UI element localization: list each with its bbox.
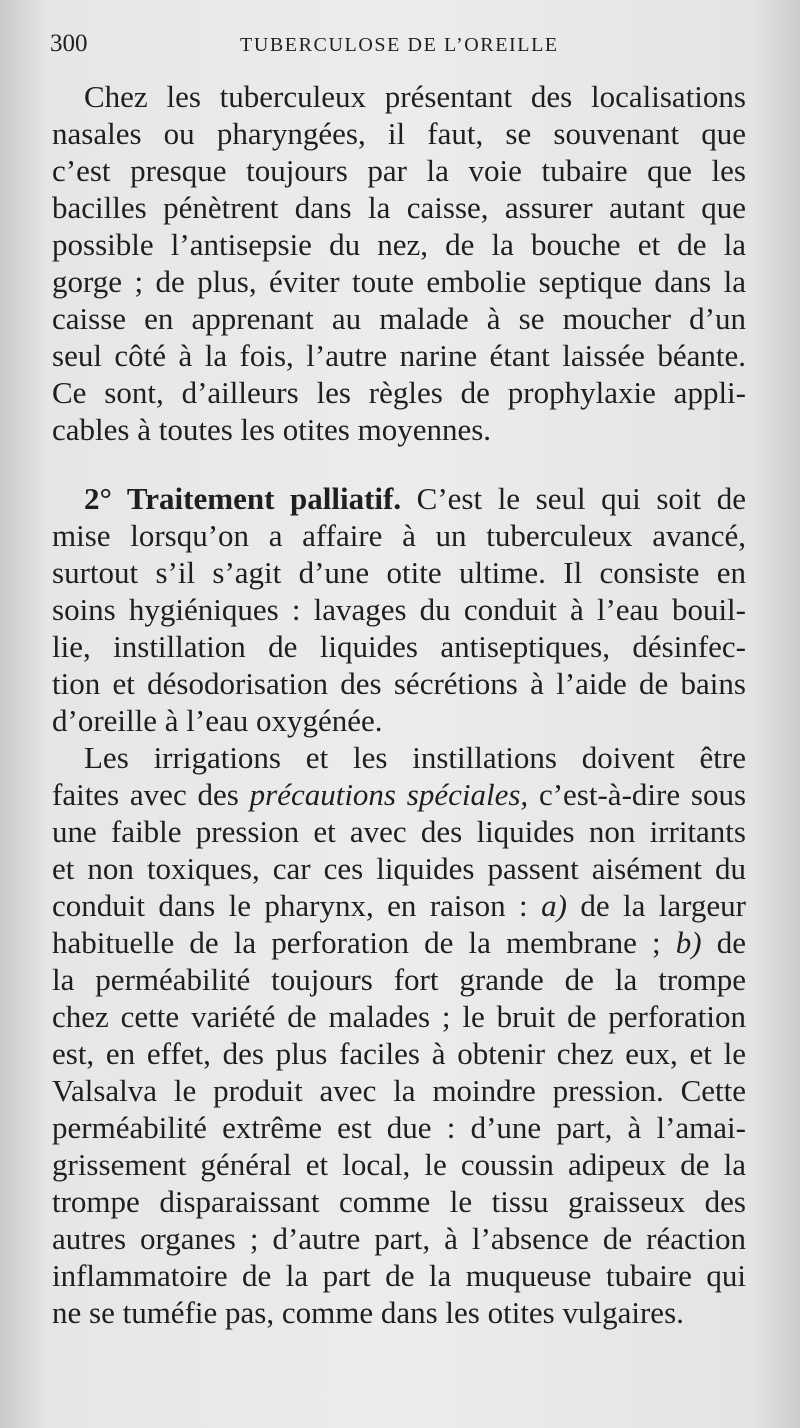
text-line	[52, 924, 746, 961]
text-line: caisse en apprenant au malade à se moucher d’un	[52, 301, 746, 336]
text-line: autres organes ; d’autre part, à l’absence de réaction	[52, 1221, 746, 1256]
section-heading: 2° Traitement palliatif.	[84, 481, 402, 516]
text-line: perméabilité extrême est due : d’une part, à l’amai-	[52, 1110, 746, 1145]
text-line: trompe disparaissant comme le tissu graisseux des	[52, 1184, 746, 1219]
text-line	[52, 887, 746, 924]
text-line: bacilles pénètrent dans la caisse, assurer autant que	[52, 190, 746, 225]
page-number: 300	[50, 30, 88, 57]
text-line: Les irrigations et les instillations doivent être	[84, 740, 746, 775]
text-line	[52, 480, 746, 517]
text-line: ne se tuméfie pas, comme dans les otites vulgaires.	[52, 1295, 684, 1330]
text-line: mise lorsqu’on a affaire à un tuberculeux avancé,	[52, 518, 746, 553]
paragraph-gap	[52, 448, 746, 480]
text-run: faites avec des	[52, 777, 239, 812]
text-line: d’oreille à l’eau oxygénée.	[52, 703, 383, 738]
text-line: grissement général et local, le coussin adipeux de la	[52, 1147, 746, 1182]
page-header	[50, 30, 750, 66]
text-line: la perméabilité toujours fort grande de la trompe	[52, 962, 746, 997]
running-title: TUBERCULOSE DE L’OREILLE	[240, 34, 559, 56]
italic-run: a)	[541, 888, 567, 923]
text-run: c’est-à-dire sous	[538, 777, 747, 812]
text-line	[52, 776, 746, 813]
text-line: est, en effet, des plus faciles à obtenir chez eux, et le	[52, 1036, 746, 1071]
text-line: surtout s’il s’agit d’une otite ultime. Il consiste en	[52, 555, 746, 590]
text-line: inflammatoire de la part de la muqueuse tubaire qui	[52, 1258, 746, 1293]
text-line: Chez les tuberculeux présentant des localisations	[84, 79, 746, 114]
text-line: cables à toutes les otites moyennes.	[52, 412, 492, 447]
text-line: c’est presque toujours par la voie tubaire que les	[52, 153, 746, 188]
text-line: possible l’antisepsie du nez, de la bouche et de la	[52, 227, 746, 262]
text-run: de	[716, 925, 746, 960]
italic-run: b)	[675, 925, 702, 960]
text-line: nasales ou pharyngées, il faut, se souvenant que	[52, 116, 746, 151]
text-line: Ce sont, d’ailleurs les règles de prophylaxie appli-	[52, 375, 746, 410]
text-line: chez cette variété de malades ; le bruit de perforation	[52, 999, 746, 1034]
text-line: seul côté à la fois, l’autre narine étant laissée béante.	[52, 338, 746, 373]
text-line: lie, instillation de liquides antiseptiques, désinfec-	[52, 629, 746, 664]
italic-run: précautions spéciales,	[249, 777, 529, 812]
text-run: de la largeur	[580, 888, 746, 923]
text-line: et non toxiques, car ces liquides passent aisément du	[52, 851, 746, 886]
text-line: soins hygiéniques : lavages du conduit à l’eau bouil-	[52, 592, 746, 627]
text-line: une faible pression et avec des liquides non irritants	[52, 814, 746, 849]
text-line: tion et désodorisation des sécrétions à l’aide de bains	[52, 666, 746, 701]
text-run: conduit dans le pharynx, en raison :	[52, 888, 528, 923]
text-line: Valsalva le produit avec la moindre pression. Cette	[52, 1073, 746, 1108]
body-text	[52, 78, 746, 1331]
text-line: gorge ; de plus, éviter toute embolie septique dans la	[52, 264, 746, 299]
text-run: C’est le seul qui soit de	[416, 481, 747, 516]
text-run: habituelle de la perforation de la membrane ;	[52, 925, 661, 960]
